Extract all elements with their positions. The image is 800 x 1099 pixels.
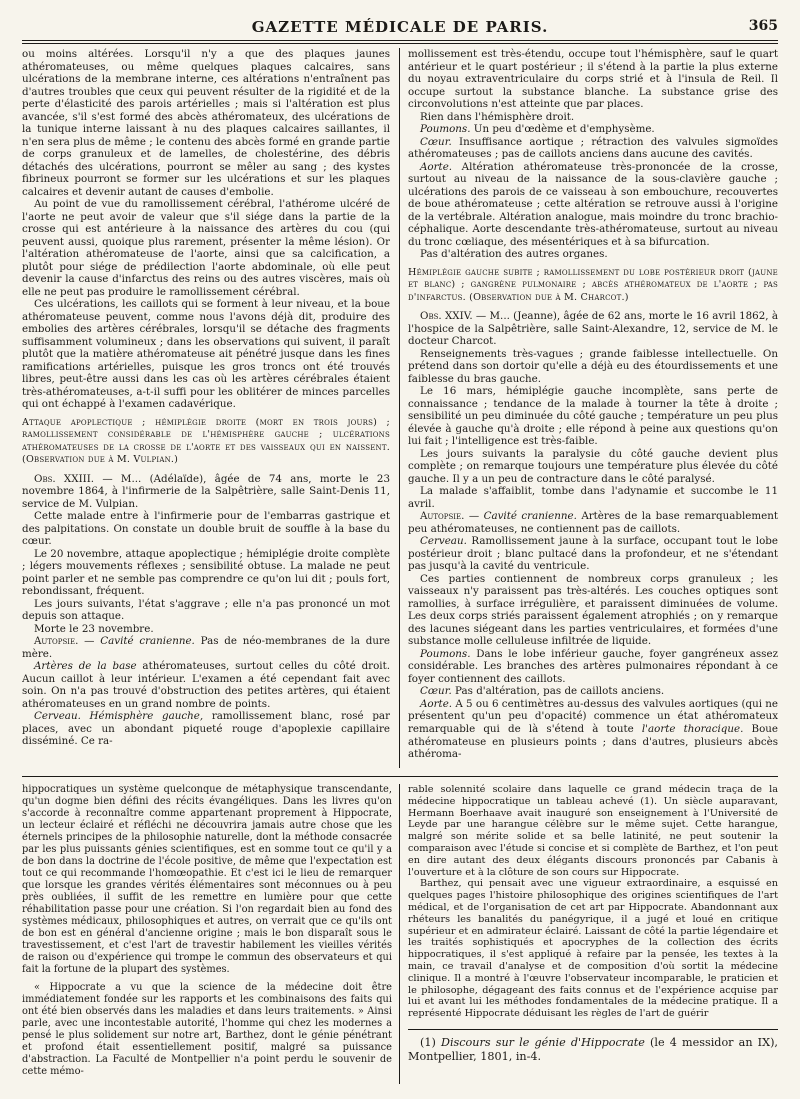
page-number: 365 [748, 18, 778, 34]
paragraph-text: athéromateuses, surtout celles du côté droit. Aucun caillot à leur intérieur. L'examen a été cependant fait avec soin. On n'a pas trouvé d'obstruction des petites artères, qui étaient athéromateuses en un grand nombre de points. [22, 660, 390, 710]
observation-text: — M... (Jeanne), âgée de 62 ans, morte le 16 avril 1862, à l'hospice de la Salpêtrière, salle Saint-Alexandre, 12, service de M. le docteur Charcot. [408, 309, 778, 348]
observation-intro [22, 473, 390, 511]
paragraph-text: Un peu d'œdème et d'emphysème. [470, 123, 655, 136]
paragraph: Barthez, qui pensait avec une vigueur extraordinaire, a esquissé en quelques pages l'histoire philosophique des origines scientifiques de l'art médical, et de l'organisation de cet art par Hippocrate. Abandonnant aux rhéteurs les banalités du panégyrique, il a jugé et loué en critique supérieur et en admirateur éclairé. Laissant de côté la partie légendaire et les traités sophistiqués et apocryphes de la collection des écrits hippocratiques, il s'est appliqué à refaire par la pensée, les textes à la main, ce travail d'analyse et de composition d'où sortit la médecine clinique. Il a montré à l'œuvre l'observateur incomparable, le praticien et le philosophe, dégageant des faits connus et de l'expérience acquise par lui et avant lui les méthodes fondamentales de la médecine pratique. Il a représenté Hippocrate déduisant les règles de l'art de guérir [408, 878, 778, 1019]
observation-label: Obs. XXIV. [420, 309, 473, 322]
inline-heading: Aorte. [420, 697, 453, 710]
paragraph: ou moins altérées. Lorsqu'il n'y a que des plaques jaunes athéromateuses, ou même quelques plaques calcaires, sans ulcérations de la membrane interne, ces altérations n'entraînent pas d'autres troubles que ceux qui peuvent résulter de la rigidité et de la perte d'élasticité des parois artérielles ; mais si l'altération est plus avancée, s'il s'est formé des abcès athéromateux, des ulcérations de la tunique interne laissant à nu des plaques calcaires saillantes, il n'en sera plus de même ; le contenu des abcès formé en grande partie de corps granuleux et de lamelles, de cholestérine, des débris détachés des ulcérations, pourront se mêler au sang ; des kystes fibrineux pourront se former sur les ulcérations et sur les plaques calcaires et devenir autant de causes d'embolie. [22, 48, 390, 198]
column-divider [399, 784, 400, 1084]
paragraph [408, 648, 778, 686]
paragraph [408, 161, 778, 249]
paragraph [408, 136, 778, 161]
paragraph: Les jours suivants la paralysie du côté gauche devient plus complète ; on remarque toujours une température plus élevée du côté gauche. Il y a un peu de contracture dans le côté paralysé. [408, 447, 778, 485]
paragraph [408, 698, 778, 761]
header-rule [22, 40, 778, 41]
paragraph-text: Insuffisance aortique ; rétraction des valvules sigmoïdes athéromateuses ; pas de caillots anciens dans aucune des cavités. [408, 135, 778, 161]
paragraph-text: Altération athéromateuse très-prononcée de la crosse, surtout au niveau de la naissance de la sous-clavière gauche ; ulcérations des parois de ce vaisseau à son embouchure, recouvertes de boue athéromateuse ; cette altération se retrouve aussi à l'origine de la vertébrale. Altération analogue, mais moindre du tronc brachio-céphalique. Aorte descendante très-athéromateuse, surtout au niveau du tronc cœliaque, des mésentériques et à sa bifurcation. [408, 160, 778, 248]
paragraph: « Hippocrate a vu que la science de la médecine doit être immédiatement fondée sur les rapports et les combinaisons des faits qui ont été bien observés dans les maladies et dans leurs traitements. » Ainsi parle, avec une incontestable autorité, l'homme qui chez les modernes a pensé le plus solidement sur notre art, Barthez, dont le génie pénétrant et profond était essentiellement positif, malgré sa puissance d'abstraction. La Faculté de Montpellier n'a point perdu le souvenir de cette mémo- [22, 981, 392, 1077]
paragraph: rable solennité scolaire dans laquelle ce grand médecin traça de la médecine hippocratique un tableau achevé (1). Un siècle auparavant, Hermann Boerhaave avait inauguré son enseignement à l'Université de Leyde par une harangue célèbre sur le même sujet. Cette harangue, malgré son mérite solide et sa belle latinité, ne peut soutenir la comparaison avec l'étude si concise et si complète de Barthez, et l'on peut en dire autant des deux élégants discours prononcés par Cabanis à l'ouverture et à la clôture de son cours sur Hippocrate. [408, 784, 778, 878]
section-rule [22, 776, 778, 777]
paragraph: Cette malade entre à l'infirmerie pour de l'embarras gastrique et des palpitations. On constate un double bruit de souffle à la base du cœur. [22, 510, 390, 548]
autopsie-paragraph: Autopsie. — Cavité cranienne. Pas de néo-membranes de la dure mère. [22, 635, 390, 660]
column-right-top [408, 48, 778, 768]
paragraph: Renseignements très-vagues ; grande faiblesse intellectuelle. On prétend dans son dortoir qu'elle a déjà eu des étourdissements et une faiblesse du bras gauche. [408, 347, 778, 385]
paragraph: hippocratiques un système quelconque de métaphysique transcendante, qu'un dogme bien défini des récits évangéliques. Dans les livres qu'on s'accorde à reconnaître comme appartenant proprement à Hippocrate, un lecteur éclairé et réfléchi ne découvrira jamais autre chose que les éternels principes de la philosophie naturelle, dont la méthode consacrée par les plus puissants génies scientifiques, est en somme tout ce qu'il y a de bon dans la doctrine de l'école positive, de même que l'expectation est tout ce qui recommande l'homœopathie. Et c'est ici le lieu de remarquer que lorsque les grandes vérités élémentaires sont méconnues ou à peu près oubliées, il suffit de les remettre en lumière pour que cette réhabilitation passe pour une création. Si l'on regardait bien au fond des systèmes médicaux, philosophiques et autres, on verrait que ce qu'ils ont de bon est en général d'ancienne origine ; mais le bon disparaît sous le travestissement, et c'est l'art de travestir habilement les vieilles vérités de raison ou d'expérience qui trompe le commun des observateurs et qui fait la fortune de la plupart des systèmes. [22, 784, 392, 975]
observation-intro [408, 310, 778, 348]
observation-heading: Attaque apoplectique ; hémiplégie droite (mort en trois jours) ; ramollissement considérable de l'hémisphère gauche ; ulcérations athéromateuses de la crosse de l'aorte et des vaisseaux qui en naissent. (Observation due à M. Vulpian.) [22, 416, 390, 466]
autopsie-heading: Cavité cranienne. [483, 510, 577, 523]
observation-text: — M... (Adélaïde), âgée de 74 ans, morte le 23 novembre 1864, à l'infirmerie de la Salpêtrière, salle Saint-Denis 11, service de M. Vulpian. [22, 472, 390, 510]
inline-emphasis: l'aorte thoracique. [641, 723, 744, 735]
footnote-title: Discours sur le génie d'Hippocrate [441, 1036, 645, 1049]
column-right-bottom [408, 784, 778, 1019]
paragraph: Ces ulcérations, les caillots qui se forment à leur niveau, et la boue athéromateuse peuvent, comme nous l'avons déjà dit, produire des embolies des artères cérébrales, lorsqu'il se détache des fragments suffisamment volumineux ; dans les observations qui suivent, il paraît plutôt que la matière athéromateuse ait pénétré jusque dans les fines ramifications artérielles, puisque les gros troncs ont été trouvés libres, peut-être aussi dans les cas où les artères cérébrales étaient très-athéromateuses, a-t-il suffi pour les oblitérer de minces parcelles qui ont échappé à l'examen cadavérique. [22, 298, 390, 411]
paragraph-text: Dans le lobe inférieur gauche, foyer gangréneux assez considérable. Les branches des artères pulmonaires répondant à ce foyer contiennent des caillots. [408, 647, 778, 685]
paragraph: Le 16 mars, hémiplégie gauche incomplète, sans perte de connaissance ; tendance de la malade à tourner la tête à droite ; sensibilité un peu diminuée du côté gauche ; température un peu plus élevée à gauche qu'à droite ; elle répond à peine aux questions qu'on lui fait ; l'intelligence est très-faible. [408, 385, 778, 448]
inline-heading: Poumons. [420, 647, 471, 660]
paragraph: Pas d'altération des autres organes. [420, 248, 608, 261]
autopsie-text: Pas de néo-membranes de la dure mère. [22, 635, 390, 660]
paragraph-text: A 5 ou 6 centimètres au-dessus des valvules aortiques (qui ne présentent qu'un peu d'opacité) commence un état athéromateux remarquable qui de là s'étend à toute [408, 697, 778, 735]
column-divider [399, 48, 400, 768]
inline-heading: Poumons. [420, 123, 471, 136]
inline-heading: Cerveau. [420, 535, 467, 548]
inline-heading: Aorte. [420, 160, 453, 173]
column-left-bottom [22, 784, 392, 1084]
page-header [22, 14, 778, 40]
header-rule-thin [22, 43, 778, 44]
autopsie-paragraph: Autopsie. — Cavité cranienne. Artères de la base remarquablement peu athéromateuses, ne contiennent pas de caillots. [408, 510, 778, 535]
paragraph [22, 710, 390, 748]
paragraph [408, 123, 778, 136]
paragraph-text: ramollissement blanc, rosé par places, avec un abondant piqueté rouge d'apoplexie capillaire disséminé. Ce ra- [22, 710, 390, 748]
paragraph-text: Boue athéromateuse en plusieurs points ; dans d'autres, plusieurs abcès athéroma- [408, 723, 778, 761]
observation-heading: Hémiplégie gauche subite ; ramollissement du lobe postérieur droit (jaune et blanc) ; gangrène pulmonaire ; abcès athéromateux de l'aorte ; pas d'infarctus. (Observation due à M. Charcot.) [408, 266, 778, 303]
footnote-marker: (1) [420, 1036, 441, 1049]
observation-label: Obs. XXIII. [34, 472, 95, 485]
inline-heading: Cerveau. Hémisphère gauche, [34, 710, 204, 723]
paragraph: Le 20 novembre, attaque apoplectique ; hémiplégie droite complète ; légers mouvements réflexes ; sensibilité obtuse. La malade ne peut point parler et ne semble pas comprendre ce qu'on lui dit ; pouls fort, rebondissant, fréquent. [22, 547, 390, 598]
footnote [408, 1036, 778, 1086]
inline-heading: Cœur. [420, 685, 452, 698]
paragraph: La malade s'affaiblit, tombe dans l'adynamie et succombe le 11 avril. [408, 485, 778, 510]
autopsie-label: Autopsie. [420, 510, 465, 523]
journal-title: GAZETTE MÉDICALE DE PARIS. [251, 18, 549, 36]
paragraph [408, 535, 778, 573]
paragraph-text: Pas d'altération, pas de caillots anciens. [451, 685, 665, 698]
paragraph: Les jours suivants, l'état s'aggrave ; elle n'a pas prononcé un mot depuis son attaque. [22, 597, 390, 623]
paragraph: Rien dans l'hémisphère droit. [420, 110, 575, 123]
paragraph: Ces parties contiennent de nombreux corps granuleux ; les vaisseaux n'y paraissent pas très-altérés. Les couches optiques sont ramollies, à surface irrégulière, et paraissent diminuées de volume. Les deux corps striés paraissent également atrophiés ; on y remarque des lacunes siégeant dans les parties ventriculaires, et formées d'une substance molle celluleuse infiltrée de liquide. [408, 572, 778, 648]
paragraph-text: Ramollissement jaune à la surface, occupant tout le lobe postérieur droit ; blanc pultacé dans la profondeur, et ne s'étendant pas jusqu'à la cavité du ventricule. [408, 535, 778, 573]
autopsie-label: Autopsie. [34, 635, 79, 648]
column-left-top [22, 48, 390, 768]
paragraph: Au point de vue du ramollissement cérébral, l'athérome ulcéré de l'aorte ne peut avoir de valeur que s'il siége dans la partie de la crosse qui est antérieure à la naissance des artères du cou (qui peuvent aussi, quoique plus rarement, présenter la même lésion). Or l'altération athéromateuse de l'aorte, ainsi que sa calcification, a plutôt pour siége de prédilection l'aorte abdominale, où elle peut devenir la cause d'infarctus des reins ou des autres viscères, mais où elle ne peut pas produire le ramollissement cérébral. [22, 198, 390, 298]
paragraph: mollissement est très-étendu, occupe tout l'hémisphère, sauf le quart antérieur et le quart postérieur ; il s'étend à la partie la plus externe du noyau extraventriculaire du corps strié et à l'insula de Reil. Il occupe surtout la substance blanche. La substance grise des circonvolutions n'est atteinte que par places. [408, 48, 778, 111]
footnote-rule [408, 1029, 778, 1030]
autopsie-heading: Cavité cranienne. [100, 635, 195, 648]
inline-heading: Cœur. [420, 135, 452, 148]
inline-heading: Artères de la base [34, 660, 137, 673]
footnote-detail: (le 4 messidor an IX), Montpellier, 1801, in-4. [408, 1036, 778, 1063]
paragraph: Morte le 23 novembre. [34, 622, 154, 635]
paragraph [22, 660, 390, 710]
footnote-text [408, 1036, 778, 1063]
paragraph [408, 685, 778, 698]
autopsie-text: Artères de la base remarquablement peu athéromateuses, ne contiennent pas de caillots. [408, 510, 778, 535]
